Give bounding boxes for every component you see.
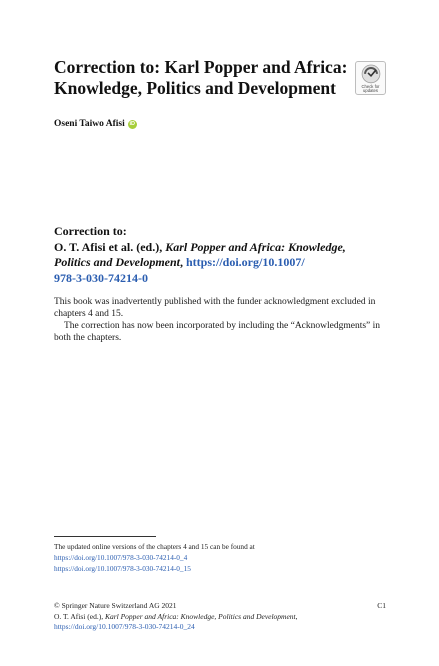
footer-book-title: Karl Popper and Africa: Knowledge, Politics and Development <box>104 611 296 621</box>
title-line-1: Correction to: Karl Popper and Africa: <box>54 57 348 77</box>
page-number: C1 <box>377 601 386 610</box>
footnote <box>54 541 386 574</box>
check-for-updates-icon <box>361 64 381 84</box>
correction-citation <box>54 240 384 287</box>
body-paragraph-1: This book was inadvertently published with the funder acknowledgment excluded in chapters 4 and 15. <box>54 297 376 319</box>
body-text <box>54 296 386 344</box>
footnote-link-chapter-15[interactable]: https://doi.org/10.1007/978-3-030-74214-0_15 <box>54 564 191 573</box>
correction-label: Correction to: <box>54 224 127 238</box>
citation-separator: , <box>179 255 186 269</box>
copyright-block <box>54 601 386 633</box>
footnote-link-chapter-4[interactable]: https://doi.org/10.1007/978-3-030-74214-0_4 <box>54 553 188 562</box>
orcid-icon[interactable]: iD <box>129 121 135 127</box>
body-paragraph-2: The correction has now been incorporated by including the “Acknowledgments” in both the chapters. <box>54 321 381 343</box>
check-for-updates-badge[interactable] <box>355 61 386 95</box>
doi-link[interactable]: https://doi.org/10.1007/ 978-3-030-74214-0 <box>54 255 305 285</box>
citation-authors: O. T. Afisi et al. (ed.), <box>54 239 166 254</box>
footer-citation: O. T. Afisi (ed.), Karl Popper and Africa: Knowledge, Politics and Development, <box>54 611 298 621</box>
author-line <box>54 119 137 129</box>
footer-doi-link[interactable]: https://doi.org/10.1007/978-3-030-74214-0_24 <box>54 622 195 631</box>
footnote-divider <box>54 536 156 537</box>
title-line-2: Knowledge, Politics and Development <box>54 78 336 98</box>
page-title <box>54 57 354 99</box>
correction-heading <box>54 224 384 286</box>
badge-label: Check for updates <box>361 83 380 94</box>
citation-book-title: Karl Popper and Africa: Knowledge, Politics and Development <box>54 239 346 269</box>
copyright-text: © Springer Nature Switzerland AG 2021 <box>54 601 177 610</box>
footnote-intro: The updated online versions of the chapters 4 and 15 can be found at <box>54 542 255 551</box>
author-name: Oseni Taiwo Afisi <box>54 119 125 129</box>
